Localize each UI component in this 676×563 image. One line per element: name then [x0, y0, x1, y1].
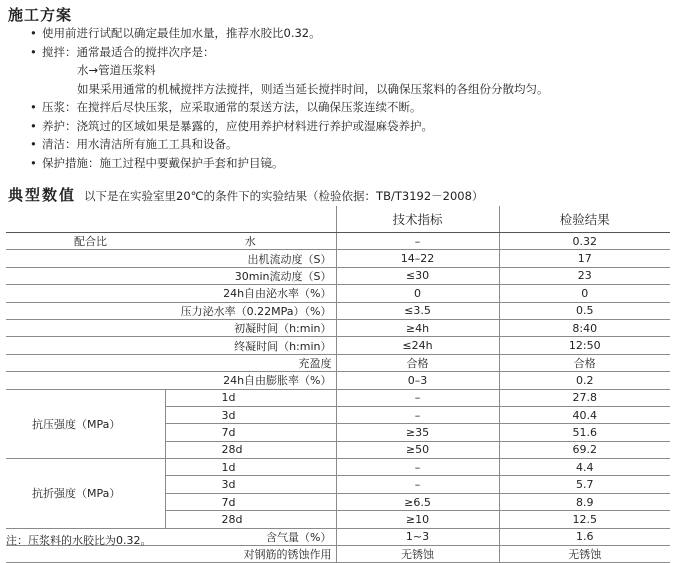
result-value: 1.6 [499, 528, 670, 545]
table-row [6, 337, 670, 354]
table-row [6, 267, 670, 284]
bullet-icon: • [30, 118, 37, 133]
compressive-strength-label: 抗压强度（MPa） [6, 389, 165, 459]
age-value: 28d [165, 441, 336, 458]
bullet-icon: • [30, 137, 37, 151]
mix-method-line: 如果采用通常的机械搅拌方法搅拌，则适当延长搅拌时间，以确保压浆料的各组份分散均匀。 [77, 81, 549, 96]
spec-value: 无锈蚀 [336, 546, 499, 563]
spec-value: 14–22 [336, 250, 499, 267]
result-value: 4.4 [499, 459, 670, 476]
spec-value: 0–3 [336, 372, 499, 389]
spec-value: ≥50 [336, 441, 499, 458]
result-value: 51.6 [499, 424, 670, 441]
list-item-text: 使用前进行试配以确定最佳加水量，推荐水胶比0.32。 [42, 26, 321, 40]
age-value: 1d [165, 459, 336, 476]
age-value: 1d [165, 389, 336, 406]
table-row [6, 319, 670, 336]
typical-values-table [6, 206, 670, 563]
spec-value: ≤30 [336, 267, 499, 284]
spec-value: – [336, 406, 499, 423]
table-row [6, 302, 670, 319]
result-value: 69.2 [499, 441, 670, 458]
result-value: 12:50 [499, 337, 670, 354]
table-note: 注：压浆料的水胶比为0.32。 [6, 534, 152, 547]
bullet-icon: • [30, 26, 37, 40]
list-item-text: 清洁：用水清洁所有施工工具和设备。 [42, 137, 238, 151]
list-item [30, 43, 549, 62]
age-value: 7d [165, 424, 336, 441]
list-item [30, 135, 549, 154]
bullet-icon: • [30, 100, 37, 114]
result-value: 8:40 [499, 319, 670, 336]
row-label: 对钢筋的锈蚀作用 [6, 546, 336, 563]
typical-values-heading [8, 184, 483, 205]
spec-value: – [336, 459, 499, 476]
spec-value: – [336, 389, 499, 406]
list-item [30, 154, 549, 173]
spec-value: ≥6.5 [336, 493, 499, 510]
age-value: 3d [165, 406, 336, 423]
spec-value: 合格 [336, 354, 499, 371]
row-label: 含气量（%） [6, 528, 336, 545]
list-item-text: 压浆：在搅拌后尽快压浆，应采取通常的泵送方法，以确保压浆连续不断。 [42, 100, 422, 114]
result-value: 5.7 [499, 476, 670, 493]
spec-value: ≤24h [336, 337, 499, 354]
result-value: 12.5 [499, 511, 670, 528]
table-row [6, 459, 670, 476]
table-header-row [6, 206, 670, 233]
result-value: 0.5 [499, 302, 670, 319]
table-row [6, 389, 670, 406]
spec-value: 0 [336, 285, 499, 302]
section-title-typical: 典型数值 [8, 186, 77, 204]
result-value: 0.2 [499, 372, 670, 389]
bullet-icon: • [30, 155, 37, 170]
table-row [6, 233, 670, 250]
construction-list [30, 24, 549, 172]
table-row [6, 285, 670, 302]
result-value: 0.32 [499, 233, 670, 250]
result-value: 8.9 [499, 493, 670, 510]
row-label: 配合比 [6, 233, 165, 250]
spec-value: ≥4h [336, 319, 499, 336]
row-label: 24h自由膨胀率（%） [6, 372, 336, 389]
age-value: 7d [165, 493, 336, 510]
table-row [6, 250, 670, 267]
flexural-strength-label: 抗折强度（MPa） [6, 459, 165, 529]
header-spec: 技术指标 [336, 206, 499, 233]
list-item-text: 搅拌：通常最适合的搅拌次序是： [42, 44, 215, 59]
list-item-text: 养护：浇筑过的区域如果是暴露的，应使用养护材料进行养护或湿麻袋养护。 [42, 118, 433, 133]
row-label: 初凝时间（h:min） [6, 319, 336, 336]
spec-value: 1~3 [336, 528, 499, 545]
header-result: 检验结果 [499, 206, 670, 233]
result-value: 17 [499, 250, 670, 267]
spec-value: ≤3.5 [336, 302, 499, 319]
table-row [6, 546, 670, 563]
bullet-icon: • [30, 44, 37, 59]
result-value: 27.8 [499, 389, 670, 406]
row-sublabel: 水 [165, 233, 336, 250]
spec-value: – [336, 476, 499, 493]
row-label: 24h自由泌水率（%） [6, 285, 336, 302]
age-value: 3d [165, 476, 336, 493]
result-value: 无锈蚀 [499, 546, 670, 563]
row-label: 压力泌水率（0.22MPa）（%） [6, 302, 336, 319]
age-value: 28d [165, 511, 336, 528]
result-value: 40.4 [499, 406, 670, 423]
mix-order-line: 水→管道压浆料 [77, 63, 156, 77]
result-value: 合格 [499, 354, 670, 371]
spec-value: ≥10 [336, 511, 499, 528]
section-description: 以下是在实验室里20℃的条件下的实验结果（检验依据：TB/T3192－2008） [84, 189, 484, 203]
section-title-construction: 施工方案 [8, 6, 73, 24]
row-label: 出机流动度（S） [6, 250, 336, 267]
list-item [30, 24, 549, 43]
row-label: 30min流动度（S） [6, 267, 336, 284]
spec-value: ≥35 [336, 424, 499, 441]
list-item [30, 117, 549, 136]
row-label: 终凝时间（h:min） [6, 337, 336, 354]
row-label: 充盈度 [6, 354, 336, 371]
spec-value: – [336, 233, 499, 250]
result-value: 0 [499, 285, 670, 302]
table-row [6, 372, 670, 389]
list-item-text: 保护措施：施工过程中要戴保护手套和护目镜。 [42, 155, 284, 170]
result-value: 23 [499, 267, 670, 284]
table-row [6, 354, 670, 371]
list-item [30, 98, 549, 117]
